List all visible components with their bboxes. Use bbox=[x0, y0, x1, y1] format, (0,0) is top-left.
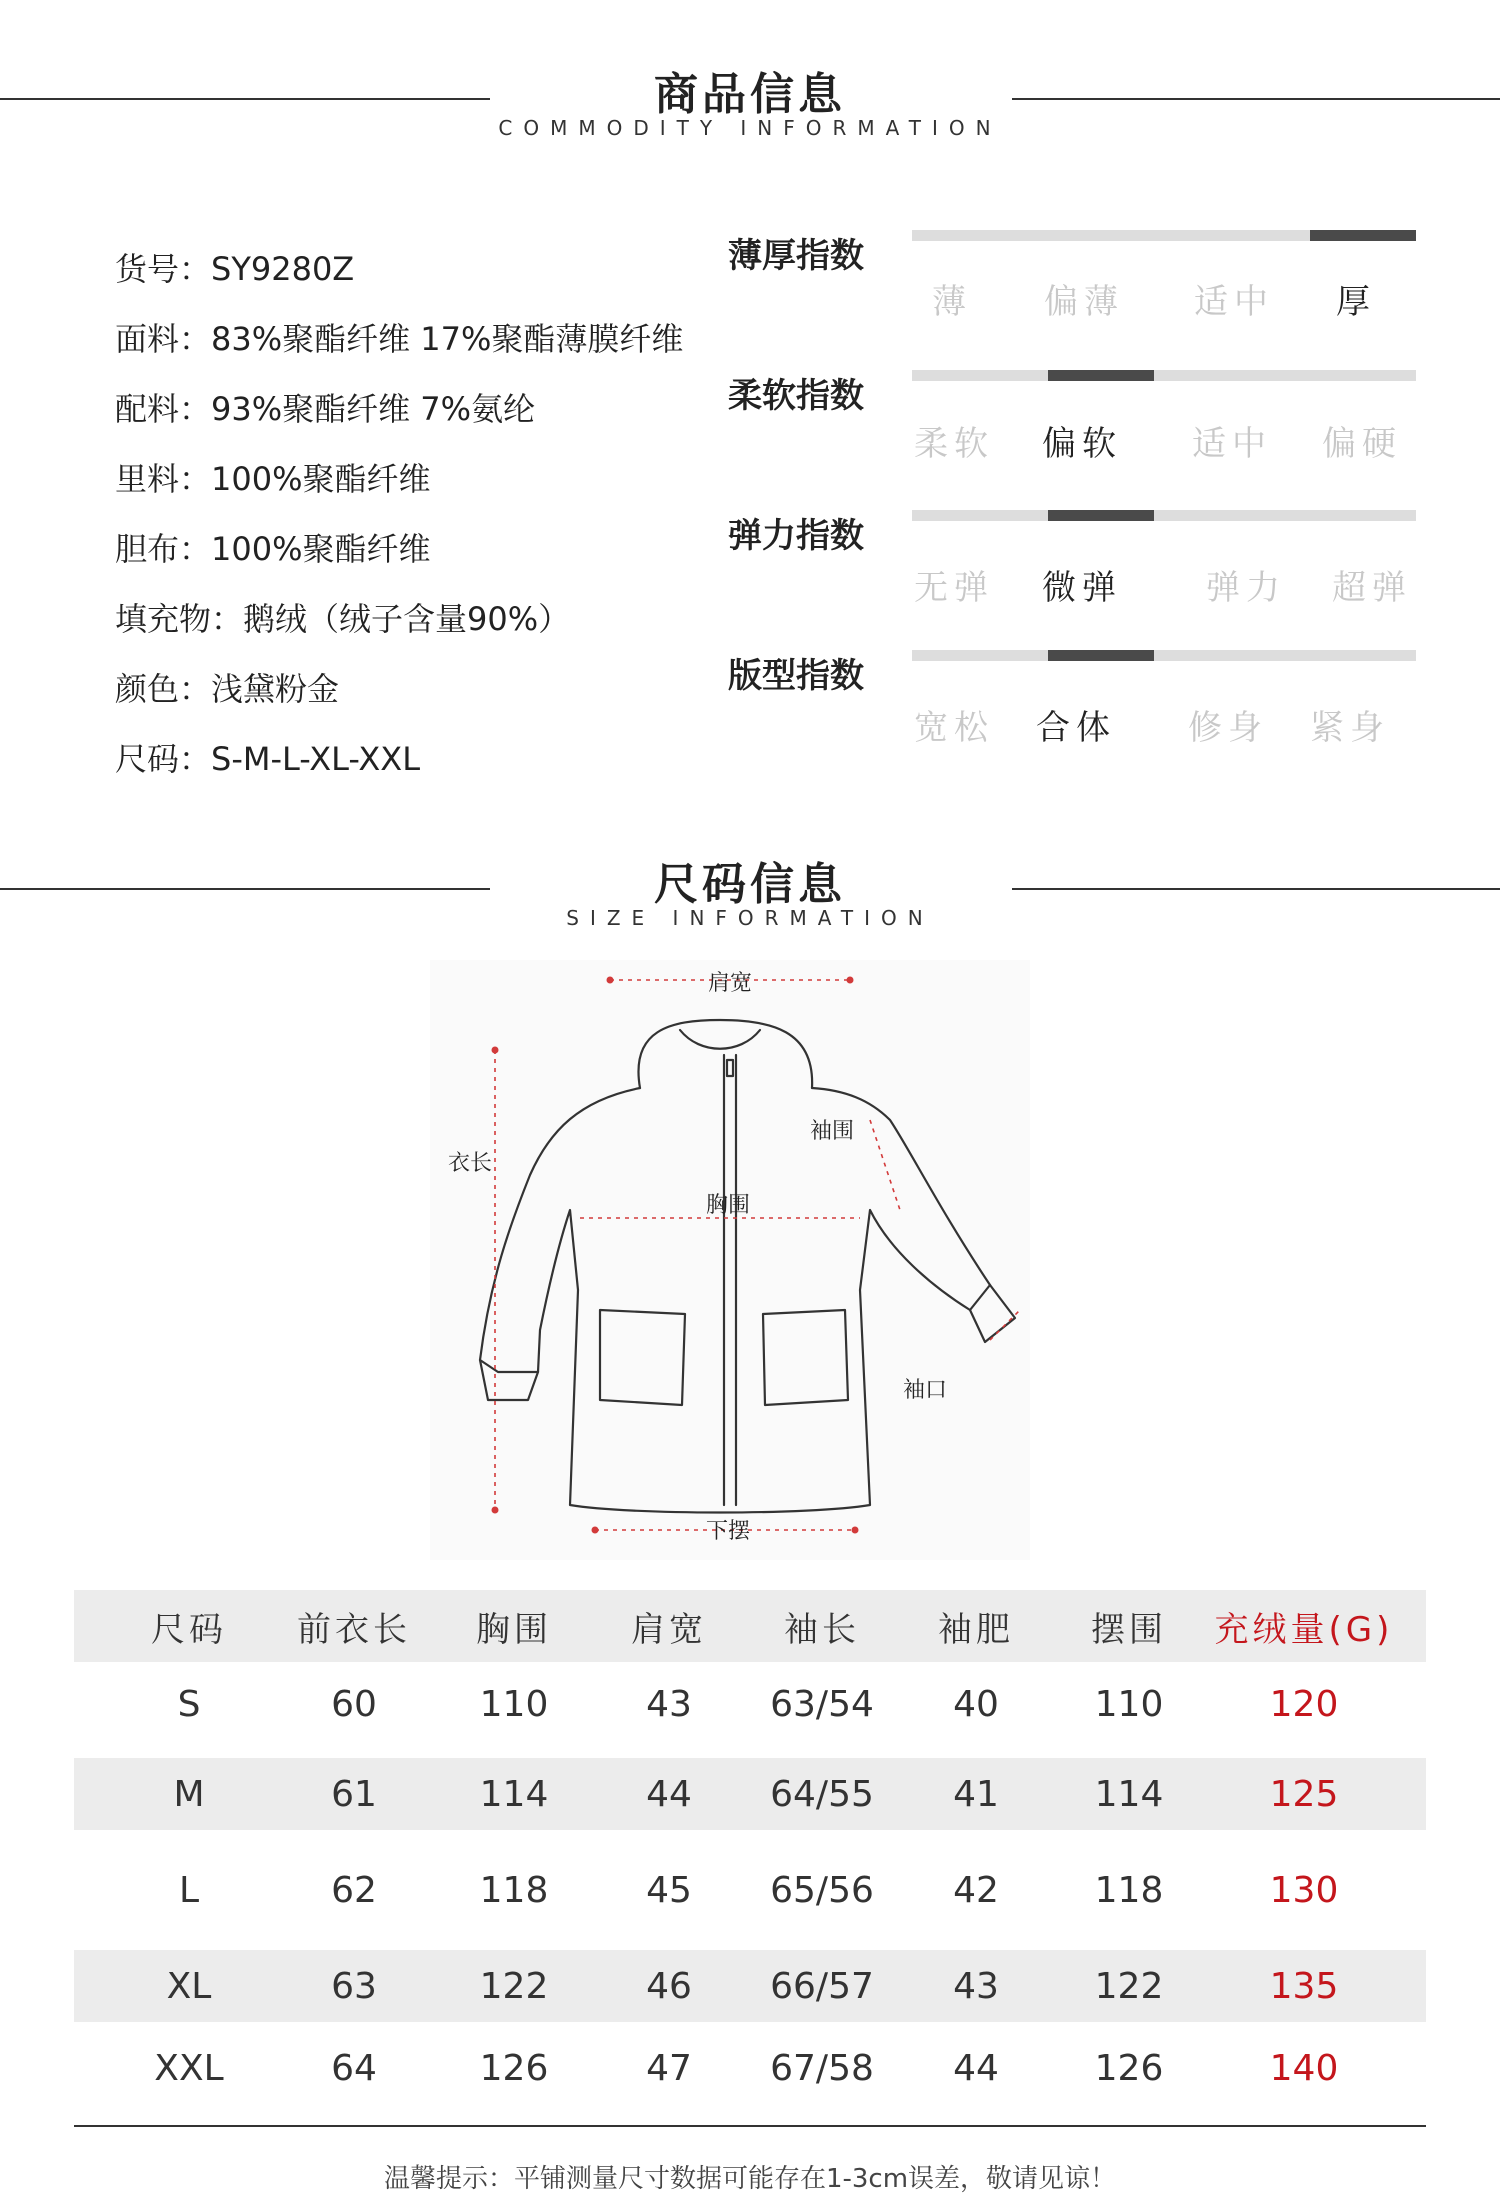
index-fill bbox=[1310, 230, 1416, 241]
cell-sleeve-length: 64/55 bbox=[770, 1773, 874, 1815]
cell-sleeve-width: 40 bbox=[953, 1683, 999, 1725]
cell-shoulder: 44 bbox=[646, 1773, 692, 1815]
index-track bbox=[912, 230, 1416, 241]
spec-item-inner-shell: 胆布：100%聚酯纤维 bbox=[115, 530, 431, 568]
cell-chest: 110 bbox=[479, 1683, 549, 1725]
cell-down-fill: 140 bbox=[1269, 2047, 1339, 2089]
index-option: 偏硬 bbox=[1322, 424, 1402, 464]
cell-shoulder: 47 bbox=[646, 2047, 692, 2089]
table-row bbox=[74, 1830, 1426, 1950]
index-track bbox=[912, 370, 1416, 381]
cell-front-length: 60 bbox=[331, 1683, 377, 1725]
index-option: 弹力 bbox=[1206, 568, 1286, 608]
cell-sleeve-width: 41 bbox=[953, 1773, 999, 1815]
label-sleeve-circumference: 袖围 bbox=[809, 1119, 855, 1144]
index-softness bbox=[728, 368, 1418, 498]
size-subtitle: SIZE INFORMATION bbox=[566, 906, 934, 930]
cell-down-fill: 125 bbox=[1269, 1773, 1339, 1815]
spec-list bbox=[115, 244, 683, 804]
cell-sleeve-length: 67/58 bbox=[770, 2047, 874, 2089]
commodity-title: 商品信息 bbox=[654, 69, 846, 120]
table-row bbox=[74, 2022, 1426, 2114]
cell-sleeve-width: 43 bbox=[953, 1965, 999, 2007]
index-fit bbox=[728, 648, 1418, 778]
spec-item-trim: 配料：93%聚酯纤维 7%氨纶 bbox=[115, 390, 536, 428]
index-thickness bbox=[728, 228, 1418, 358]
cell-sleeve-length: 65/56 bbox=[770, 1869, 874, 1911]
measurement-note: 温馨提示：平铺测量尺寸数据可能存在1-3cm误差，敬请见谅！ bbox=[383, 2164, 1117, 2194]
cell-chest: 126 bbox=[479, 2047, 549, 2089]
index-option: 偏薄 bbox=[1044, 282, 1124, 322]
cell-hem-circumference: 122 bbox=[1094, 1965, 1164, 2007]
spec-item-sizes: 尺码：S-M-L-XL-XXL bbox=[115, 740, 421, 778]
index-option: 柔软 bbox=[914, 424, 994, 464]
index-option: 合体 bbox=[1036, 708, 1116, 748]
column-header-chest: 胸围 bbox=[476, 1609, 552, 1650]
cell-shoulder: 43 bbox=[646, 1683, 692, 1725]
index-option: 厚 bbox=[1336, 282, 1376, 322]
column-header-sleeve-length: 袖长 bbox=[784, 1609, 860, 1650]
index-option: 修身 bbox=[1188, 708, 1268, 748]
index-fill bbox=[1048, 510, 1154, 521]
label-hem: 下摆 bbox=[705, 1519, 751, 1544]
cell-sleeve-length: 66/57 bbox=[770, 1965, 874, 2007]
cell-down-fill: 130 bbox=[1269, 1869, 1339, 1911]
spec-item-sku: 货号：SY9280Z bbox=[115, 250, 355, 288]
index-elasticity bbox=[728, 508, 1418, 638]
cell-size: XL bbox=[166, 1965, 212, 2007]
table-header-row bbox=[74, 1590, 1426, 1662]
spec-item-filling: 填充物：鹅绒（绒子含量90%） bbox=[115, 600, 571, 638]
spec-item-color: 颜色：浅黛粉金 bbox=[115, 670, 340, 708]
cell-sleeve-width: 42 bbox=[953, 1869, 999, 1911]
cell-hem-circumference: 118 bbox=[1094, 1869, 1164, 1911]
spec-item-lining: 里料：100%聚酯纤维 bbox=[115, 460, 431, 498]
cell-hem-circumference: 114 bbox=[1094, 1773, 1164, 1815]
cell-sleeve-length: 63/54 bbox=[770, 1683, 874, 1725]
cell-down-fill: 135 bbox=[1269, 1965, 1339, 2007]
cell-shoulder: 45 bbox=[646, 1869, 692, 1911]
index-option: 薄 bbox=[932, 282, 972, 322]
cell-shoulder: 46 bbox=[646, 1965, 692, 2007]
cell-hem-circumference: 126 bbox=[1094, 2047, 1164, 2089]
column-header-size: 尺码 bbox=[151, 1609, 227, 1650]
label-shoulder: 肩宽 bbox=[707, 971, 753, 996]
size-table bbox=[74, 1590, 1426, 2114]
index-option: 适中 bbox=[1192, 424, 1272, 464]
index-option: 偏软 bbox=[1042, 424, 1122, 464]
column-header-front-length: 前衣长 bbox=[297, 1609, 411, 1650]
label-chest: 胸围 bbox=[705, 1193, 751, 1218]
cell-size: S bbox=[177, 1683, 201, 1725]
column-header-shoulder: 肩宽 bbox=[631, 1609, 707, 1650]
index-title: 版型指数 bbox=[728, 656, 864, 696]
index-title: 柔软指数 bbox=[728, 376, 864, 416]
cell-front-length: 62 bbox=[331, 1869, 377, 1911]
cell-chest: 118 bbox=[479, 1869, 549, 1911]
cell-sleeve-width: 44 bbox=[953, 2047, 999, 2089]
label-cuff: 袖口 bbox=[902, 1378, 948, 1403]
cell-front-length: 64 bbox=[331, 2047, 377, 2089]
column-header-down-fill: 充绒量(G) bbox=[1214, 1609, 1394, 1650]
size-title: 尺码信息 bbox=[654, 859, 846, 910]
diagram-background bbox=[430, 960, 1030, 1560]
cell-front-length: 61 bbox=[331, 1773, 377, 1815]
cell-size: M bbox=[173, 1773, 205, 1815]
table-row bbox=[74, 1662, 1426, 1746]
index-option: 超弹 bbox=[1332, 568, 1412, 608]
label-length: 衣长 bbox=[447, 1151, 493, 1176]
index-option: 宽松 bbox=[914, 708, 994, 748]
cell-chest: 122 bbox=[479, 1965, 549, 2007]
garment-diagram bbox=[430, 960, 1030, 1560]
cell-size: L bbox=[178, 1869, 200, 1911]
cell-front-length: 63 bbox=[331, 1965, 377, 2007]
cell-chest: 114 bbox=[479, 1773, 549, 1815]
commodity-subtitle: COMMODITY INFORMATION bbox=[498, 116, 1002, 140]
index-track bbox=[912, 650, 1416, 661]
cell-size: XXL bbox=[154, 2047, 224, 2089]
table-row bbox=[74, 1950, 1426, 2022]
column-header-hem-circumference: 摆围 bbox=[1091, 1609, 1167, 1650]
cell-down-fill: 120 bbox=[1269, 1683, 1339, 1725]
index-option: 适中 bbox=[1194, 282, 1274, 322]
index-track bbox=[912, 510, 1416, 521]
table-bottom-rule bbox=[74, 2125, 1426, 2127]
column-header-sleeve-width: 袖肥 bbox=[938, 1609, 1014, 1650]
table-row bbox=[74, 1758, 1426, 1830]
index-fill bbox=[1048, 650, 1154, 661]
index-option: 无弹 bbox=[914, 568, 994, 608]
index-option: 紧身 bbox=[1310, 708, 1390, 748]
index-option: 微弹 bbox=[1042, 568, 1122, 608]
index-title: 弹力指数 bbox=[728, 516, 864, 556]
commodity-header bbox=[0, 58, 1500, 148]
spec-item-fabric: 面料：83%聚酯纤维 17%聚酯薄膜纤维 bbox=[115, 320, 684, 358]
index-title: 薄厚指数 bbox=[728, 236, 864, 276]
size-header bbox=[0, 848, 1500, 938]
cell-hem-circumference: 110 bbox=[1094, 1683, 1164, 1725]
index-fill bbox=[1048, 370, 1154, 381]
